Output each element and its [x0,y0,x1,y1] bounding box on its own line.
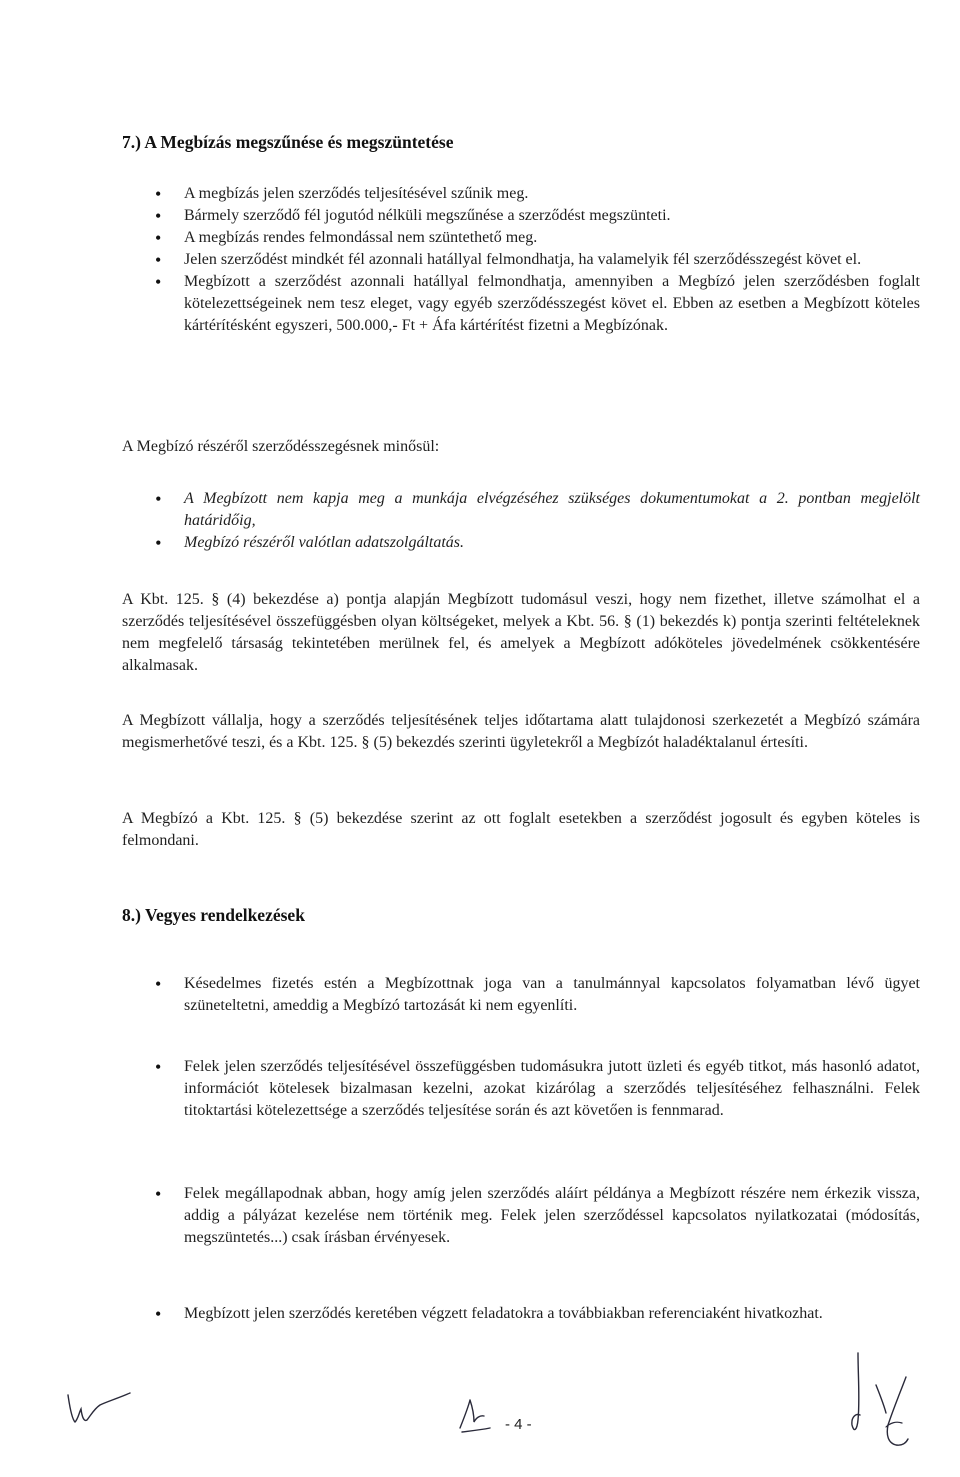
initials-signature-right [838,1345,928,1455]
list-item: • Megbízott a szerződést azonnali hatállyal felmondhatja, amennyiben a Megbízó jelen szerződésben foglalt kötelezettségeinek nem tesz eleget, vagy egyéb szerződésszegést követ el. Ebben az esetben a Megbízott köteles kártérítésként egyszeri, 500.000,- Ft + Áfa kártérítést fizetni a Megbízónak. [122,271,920,337]
paragraph-termination: A Megbízó a Kbt. 125. § (5) bekezdése szerint az ott foglalt esetekben a szerződést jogosult és egyben köteles is felmondani. [122,810,920,849]
section-8-bullet-1 [122,973,920,1017]
list-item: • Bármely szerződő fél jogutód nélküli megszűnése a szerződést megszünteti. [122,205,920,227]
breach-list [122,488,920,554]
paragraph-ownership: A Megbízott vállalja, hogy a szerződés teljesítésének teljes időtartama alatt tulajdonosi szerkezetét a Megbízó számára megismerhetővé teszi, és a Kbt. 125. § (5) bekezdés szerinti ügyletekről a Megbízót haladéktalanul értesíti. [122,712,920,751]
list-item: • A megbízás rendes felmondással nem szüntethető meg. [122,227,920,249]
section-8-bullet-4 [122,1303,920,1325]
list-item: • Felek jelen szerződés teljesítésével összefüggésben tudomásukra jutott üzleti és egyéb titkot, más hasonló adatot, információt kötelesek bizalmasan kezelni, azokat kizárólag a szerződés teljesítéséhez felhasználni. Felek titoktartási kötelezettsége a szerződés teljesítése során és azt követően is fennmarad. [122,1056,920,1122]
list-item: • Jelen szerződést mindkét fél azonnali hatállyal felmondhatja, ha valamelyik fél szerződésszegést követ el. [122,249,920,271]
breach-intro: A Megbízó részéről szerződésszegésnek minősül: [122,438,440,455]
section-7-heading: 7.) A Megbízás megszűnése és megszüntetése [122,132,454,152]
page-number: - 4 - [505,1416,532,1433]
list-item: • Késedelmes fizetés estén a Megbízottnak joga van a tanulmánnyal kapcsolatos folyamatban lévő ügyet szüneteltetni, ameddig a Megbízó tartozását ki nem egyenlíti. [122,973,920,1017]
list-item: • Megbízó részéről valótlan adatszolgáltatás. [122,532,920,554]
section-8-heading: 8.) Vegyes rendelkezések [122,905,305,925]
paragraph-kbt-125-4: A Kbt. 125. § (4) bekezdése a) pontja alapján Megbízott tudomásul veszi, hogy nem fizethet, illetve számolhat el a szerződés teljesítésével összefüggésben olyan költségeket, melyek a Kbt. 56. § (1) bekezdés k) pontja szerinti feltételeknek nem megfelelő társaság tekintetében merülnek fel, és amelyek a Megbízott adóköteles jövedelmének csökkentésére alkalmasak. [122,591,920,674]
initials-signature-left [60,1375,140,1435]
section-8-bullet-2 [122,1056,920,1122]
section-8-bullet-3 [122,1183,920,1249]
list-item: • Megbízott jelen szerződés keretében végzett feladatokra a továbbiakban referenciaként hivatkozhat. [122,1303,920,1325]
list-item: • Felek megállapodnak abban, hogy amíg jelen szerződés aláírt példánya a Megbízott részére nem érkezik vissza, addig a pályázat kezelése nem történik meg. Felek jelen szerződéssel kapcsolatos nyilatkozatai (módosítás, megszüntetés...) csak írásban érvényesek. [122,1183,920,1249]
list-item: • A Megbízott nem kapja meg a munkája elvégzéséhez szükséges dokumentumokat a 2. pontban megjelölt határidőig, [122,488,920,532]
list-item: • A megbízás jelen szerződés teljesítésével szűnik meg. [122,183,920,205]
section-7-bullet-list [122,183,920,337]
initials-signature-middle [448,1388,498,1438]
